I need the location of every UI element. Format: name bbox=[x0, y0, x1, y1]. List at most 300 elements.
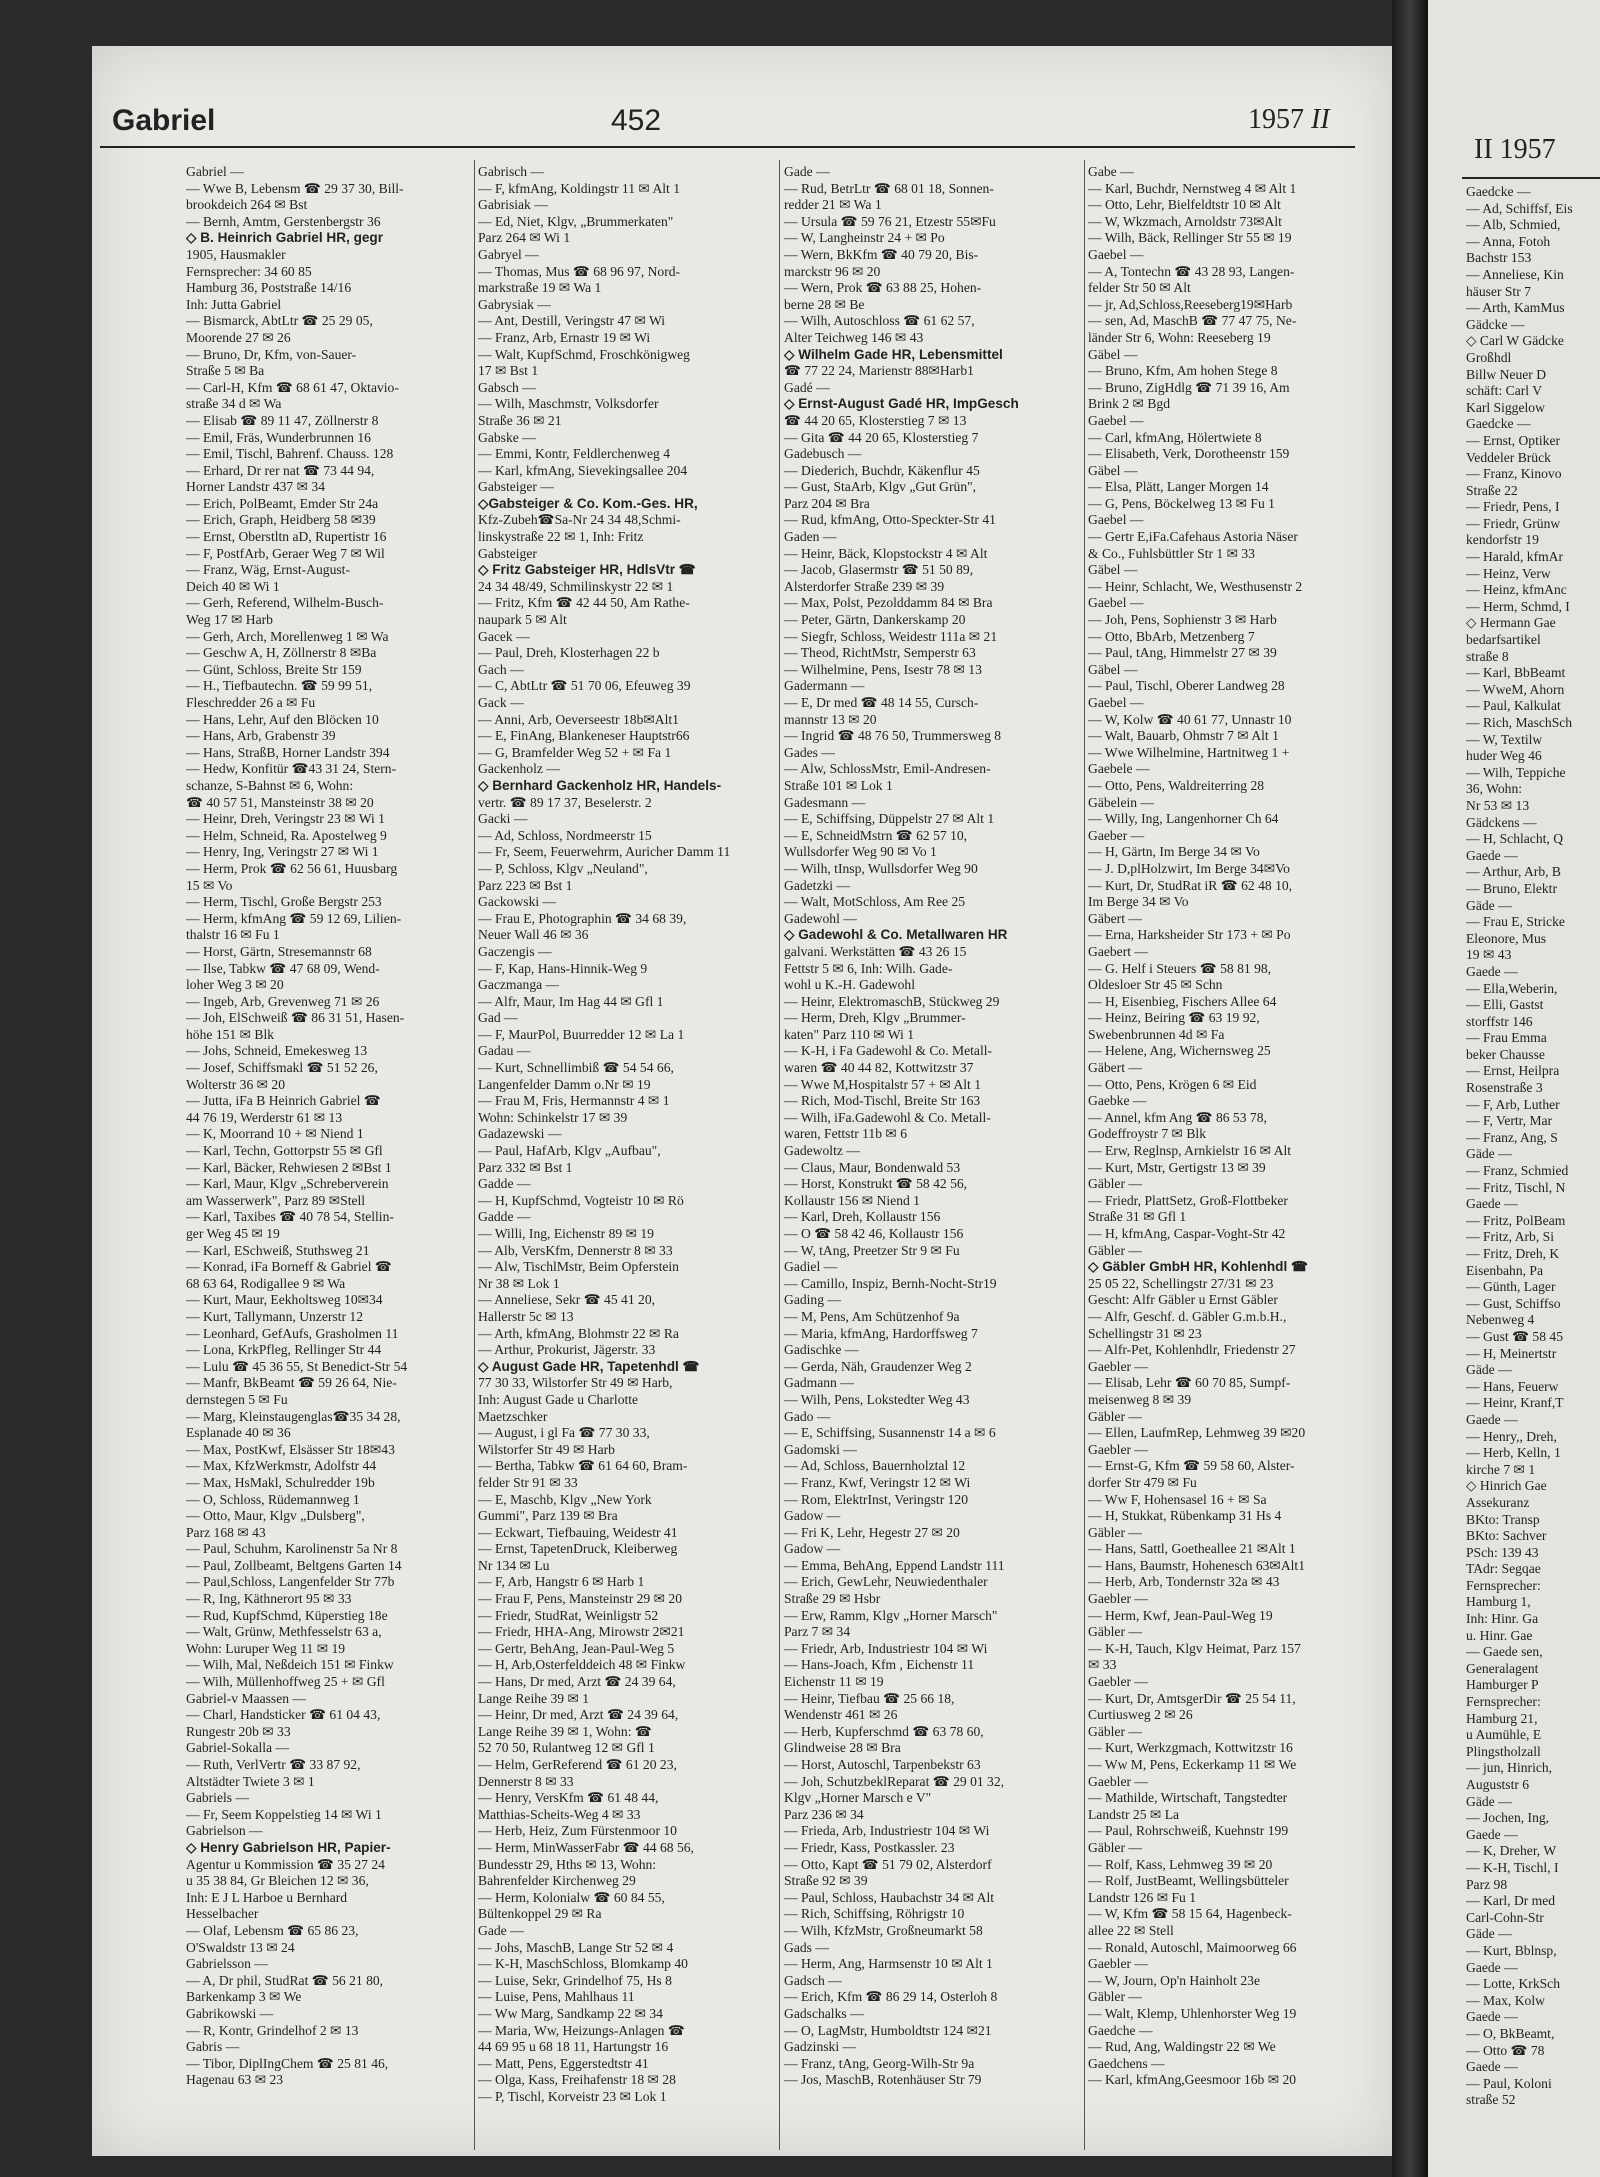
directory-entry: — Jochen, Ing, bbox=[1466, 1810, 1550, 1826]
directory-entry: Gädcke — bbox=[1466, 316, 1525, 332]
directory-entry: allee 22 ✉ Stell bbox=[1088, 1922, 1174, 1938]
directory-entry: — Harald, kfmAr bbox=[1466, 549, 1564, 565]
directory-entry: Gaedcke — bbox=[1466, 416, 1531, 432]
directory-entry: ◇ Fritz Gabsteiger HR, HdlsVtr ☎ bbox=[478, 562, 696, 578]
directory-entry: Gacek — bbox=[478, 628, 530, 644]
directory-entry: Gaebler — bbox=[1088, 1674, 1149, 1690]
directory-entry: Inh: E J L Harboe u Bernhard bbox=[186, 1889, 348, 1905]
directory-entry: — Friedr, PlattSetz, Groß-Flottbeker bbox=[1088, 1192, 1288, 1208]
directory-entry: Gaebele — bbox=[1088, 761, 1150, 777]
directory-entry: — H, Arb,Osterfelddeich 48 ✉ Finkw bbox=[478, 1657, 686, 1673]
directory-entry: Gabsteiger bbox=[478, 545, 537, 561]
facing-page-rule bbox=[1462, 177, 1600, 179]
entries-column-3 bbox=[784, 164, 1086, 2154]
directory-entry: Gadischke — bbox=[784, 1342, 859, 1358]
directory-entry: — Geschw A, H, Zöllnerstr 8 ✉Ba bbox=[186, 645, 377, 661]
directory-entry: u. Hinr. Gae bbox=[1466, 1627, 1533, 1643]
directory-entry: — Gerda, Näh, Graudenzer Weg 2 bbox=[784, 1358, 972, 1374]
directory-entry: Gaede — bbox=[1466, 1826, 1518, 1842]
directory-entry: Dennerstr 8 ✉ 33 bbox=[478, 1773, 574, 1789]
directory-entry: — Karl, Techn, Gottorpstr 55 ✉ Gfl bbox=[186, 1143, 383, 1159]
directory-entry: Gabsteiger — bbox=[478, 479, 554, 495]
directory-entry: — Gust, Schiffso bbox=[1466, 1295, 1561, 1311]
directory-entry: — Helm, Schneid, Ra. Apostelweg 9 bbox=[186, 827, 387, 843]
directory-entry: — Arth, KamMus bbox=[1466, 300, 1565, 316]
directory-entry: ◇ Carl W Gädcke bbox=[1466, 333, 1564, 349]
directory-entry: — Fr, Seem Koppelstieg 14 ✉ Wi 1 bbox=[186, 1806, 382, 1822]
directory-entry: ◇ Hinrich Gae bbox=[1466, 1478, 1547, 1494]
directory-entry: & Co., Fuhlsbüttler Str 1 ✉ 33 bbox=[1088, 545, 1255, 561]
directory-entry: 19 ✉ 43 bbox=[1466, 947, 1512, 963]
directory-entry: am Wasserwerk", Parz 89 ✉Stell bbox=[186, 1192, 366, 1208]
directory-entry: — Konrad, iFa Borneff & Gabriel ☎ bbox=[186, 1259, 392, 1275]
directory-entry: — Ad, Schiffsf, Eis bbox=[1466, 200, 1573, 216]
directory-entry: — Paul, Zollbeamt, Beltgens Garten 14 bbox=[186, 1557, 402, 1573]
directory-entry: Gabryel — bbox=[478, 246, 539, 262]
directory-entry: — Ruth, VerlVertr ☎ 33 87 92, bbox=[186, 1757, 361, 1772]
directory-entry: Nebenweg 4 bbox=[1466, 1312, 1535, 1328]
directory-entry: — Johs, Schneid, Emekesweg 13 bbox=[186, 1043, 368, 1059]
directory-entry: — Wilh, tInsp, Wullsdorfer Weg 90 bbox=[784, 860, 978, 876]
directory-entry: — Peter, Gärtn, Dankerskamp 20 bbox=[784, 612, 966, 628]
directory-entry: Gäde — bbox=[1466, 1146, 1512, 1162]
directory-entry: Gadazewski — bbox=[478, 1126, 562, 1142]
directory-entry: Gabrisiak — bbox=[478, 197, 548, 213]
directory-entry: Gadetzki — bbox=[784, 877, 851, 893]
directory-entry: Agentur u Kommission ☎ 35 27 24 bbox=[186, 1856, 385, 1872]
directory-entry: — Luise, Pens, Mahlhaus 11 bbox=[478, 1989, 635, 2005]
directory-entry: ◇ August Gade HR, Tapetenhdl ☎ bbox=[478, 1358, 700, 1374]
directory-entry: — Friedr, StudRat, Weinligstr 52 bbox=[478, 1607, 659, 1623]
directory-entry: u Aumühle, E bbox=[1466, 1727, 1542, 1743]
directory-entry: — Kurt, Mstr, Gertigstr 13 ✉ 39 bbox=[1088, 1159, 1266, 1175]
directory-entry: — Fritz, PolBeam bbox=[1466, 1212, 1566, 1228]
directory-entry: — Gertr E,iFa.Cafehaus Astoria Näser bbox=[1088, 529, 1298, 545]
directory-entry: Alsterdorfer Straße 239 ✉ 39 bbox=[784, 578, 945, 594]
directory-entry: Gabrisch — bbox=[478, 164, 545, 179]
directory-entry: straße 34 d ✉ Wa bbox=[186, 396, 282, 412]
directory-entry: — Marg, Kleinstaugenglas☎35 34 28, bbox=[186, 1408, 401, 1424]
directory-entry: Gäbelein — bbox=[1088, 794, 1155, 810]
directory-entry: — Heinr, Tiefbau ☎ 25 66 18, bbox=[784, 1690, 955, 1706]
directory-entry: — Alfr, Maur, Im Hag 44 ✉ Gfl 1 bbox=[478, 993, 664, 1009]
directory-entry: Gäbler — bbox=[1088, 1839, 1142, 1855]
directory-entry: — Fritz, Dreh, K bbox=[1466, 1246, 1560, 1261]
directory-entry: — Maria, kfmAng, Hardorffsweg 7 bbox=[784, 1325, 978, 1341]
directory-entry: länder Str 6, Wohn: Reeseberg 19 bbox=[1088, 329, 1271, 345]
directory-entry: — Elli, Gastst bbox=[1466, 997, 1544, 1013]
directory-entry: thalstr 16 ✉ Fu 1 bbox=[186, 927, 280, 943]
directory-entry: Gackenholz — bbox=[478, 761, 560, 777]
directory-entry: marckstr 96 ✉ 20 bbox=[784, 263, 881, 279]
directory-entry: — Erw, Reglnsp, Arnkielstr 16 ✉ Alt bbox=[1088, 1143, 1292, 1159]
directory-entry: höhe 151 ✉ Blk bbox=[186, 1026, 275, 1042]
directory-entry: ◇Gabsteiger & Co. Kom.-Ges. HR, bbox=[478, 495, 698, 511]
directory-entry: — Walt, Klemp, Uhlenhorster Weg 19 bbox=[1088, 2005, 1297, 2021]
directory-entry: — J. D,plHolzwirt, Im Berge 34✉Vo bbox=[1088, 860, 1290, 876]
directory-entry: Straße 22 bbox=[1466, 482, 1518, 498]
directory-entry: — Fritz, Arb, Si bbox=[1466, 1229, 1554, 1245]
directory-entry: Gade — bbox=[784, 164, 830, 179]
directory-entry: naupark 5 ✉ Alt bbox=[478, 612, 567, 628]
directory-entry: — Herm, MinWasserFabr ☎ 44 68 56, bbox=[478, 1839, 694, 1855]
directory-entry: — Bruno, Kfm, Am hohen Stege 8 bbox=[1088, 363, 1278, 379]
directory-entry: linskystraße 22 ✉ 1, Inh: Fritz bbox=[478, 529, 644, 545]
directory-entry: — Franz, Ang, S bbox=[1466, 1129, 1558, 1145]
directory-entry: Gäbert — bbox=[1088, 910, 1142, 926]
directory-entry: — Erhard, Dr rer nat ☎ 73 44 94, bbox=[186, 462, 375, 478]
directory-entry: Inh: August Gade u Charlotte bbox=[478, 1391, 639, 1407]
directory-entry: Inh: Hinr. Ga bbox=[1466, 1611, 1539, 1627]
directory-entry: Alter Teichweg 146 ✉ 43 bbox=[784, 329, 924, 345]
directory-entry: — F, PostfArb, Geraer Weg 7 ✉ Wil bbox=[186, 545, 385, 561]
directory-entry: — G, Pens, Böckelweg 13 ✉ Fu 1 bbox=[1088, 495, 1275, 511]
directory-entry: — Willy, Ing, Langenhorner Ch 64 bbox=[1088, 811, 1279, 827]
directory-entry: Gaede — bbox=[1466, 2009, 1518, 2025]
directory-entry: Fernsprecher: bbox=[1466, 1694, 1541, 1710]
directory-entry: — Erich, PolBeamt, Emder Str 24a bbox=[186, 495, 379, 511]
directory-entry: — Tibor, DiplIngChem ☎ 25 81 46, bbox=[186, 2055, 389, 2071]
directory-entry: — P, Schloss, Klgv „Neuland", bbox=[478, 860, 648, 876]
directory-entry: Wolterstr 36 ✉ 20 bbox=[186, 1076, 286, 1092]
directory-entry: — Paul, tAng, Himmelstr 27 ✉ 39 bbox=[1088, 645, 1277, 661]
directory-entry: — Henry, VersKfm ☎ 61 48 44, bbox=[478, 1790, 659, 1806]
directory-entry: — Matt, Pens, Eggerstedtstr 41 bbox=[478, 2055, 649, 2071]
directory-entry: ◇ Bernhard Gackenholz HR, Handels- bbox=[478, 777, 722, 793]
directory-entry: dorfer Str 479 ✉ Fu bbox=[1088, 1474, 1197, 1490]
directory-entry: — F, Arb, Luther bbox=[1466, 1096, 1560, 1112]
directory-entry: — Erich, GewLehr, Neuwiedenthaler bbox=[784, 1574, 988, 1590]
directory-entry: Bachstr 153 bbox=[1466, 250, 1532, 266]
directory-entry: — Carl, kfmAng, Hölertwiete 8 bbox=[1088, 429, 1262, 445]
directory-entry: Weg 17 ✉ Harb bbox=[186, 612, 273, 628]
directory-entry: Lange Reihe 39 ✉ 1 bbox=[478, 1690, 590, 1706]
directory-entry: Veddeler Brück bbox=[1466, 449, 1551, 465]
directory-entry: — Kurt, Tallymann, Unzerstr 12 bbox=[186, 1308, 363, 1324]
directory-entry: — Otto, Maur, Klgv „Dulsberg", bbox=[186, 1508, 365, 1524]
directory-entry: — Wern, BkKfm ☎ 40 79 20, Bis- bbox=[784, 246, 979, 262]
directory-entry: — Heinr, ElektromaschB, Stückweg 29 bbox=[784, 993, 1000, 1009]
directory-entry: Gäbel — bbox=[1088, 661, 1138, 677]
directory-entry: — August, i gl Fa ☎ 77 30 33, bbox=[478, 1425, 650, 1441]
directory-entry: — Frau F, Pens, Mansteinstr 29 ✉ 20 bbox=[478, 1591, 683, 1607]
directory-entry: Gadiel — bbox=[784, 1259, 838, 1275]
directory-entry: Straße 31 ✉ Gfl 1 bbox=[1088, 1209, 1187, 1225]
facing-page-header: II 1957 bbox=[1474, 134, 1556, 165]
directory-entry: — Rolf, Kass, Lehmweg 39 ✉ 20 bbox=[1088, 1856, 1273, 1872]
directory-entry: — Franz, tAng, Georg-Wilh-Str 9a bbox=[784, 2055, 975, 2071]
directory-entry: storffstr 146 bbox=[1466, 1013, 1533, 1029]
directory-entry: — Horst, Autoschl, Tarpenbekstr 63 bbox=[784, 1757, 981, 1772]
directory-entry: — Hedw, Konfitür ☎43 31 24, Stern- bbox=[186, 761, 397, 777]
directory-entry: Gadmann — bbox=[784, 1375, 854, 1391]
directory-entry: Fettstr 5 ✉ 6, Inh: Wilh. Gade- bbox=[784, 960, 953, 976]
directory-entry: — K-H, Tischl, I bbox=[1466, 1859, 1559, 1875]
directory-entry: — Ed, Niet, Klgv, „Brummerkaten" bbox=[478, 213, 674, 229]
directory-entry: — Heinr, Dr med, Arzt ☎ 24 39 64, bbox=[478, 1707, 679, 1723]
directory-entry: schäft: Carl V bbox=[1466, 383, 1543, 399]
directory-entry: straße 8 bbox=[1466, 648, 1509, 664]
directory-entry: — Franz, Kwf, Veringstr 12 ✉ Wi bbox=[784, 1474, 971, 1490]
directory-entry: — Joh, ElSchweiß ☎ 86 31 51, Hasen- bbox=[186, 1010, 405, 1026]
directory-entry: Gäde — bbox=[1466, 1926, 1512, 1942]
directory-entry: Gadermann — bbox=[784, 678, 865, 694]
directory-entry: — Gust ☎ 58 45 bbox=[1466, 1328, 1563, 1344]
directory-entry: TAdr: Segqae bbox=[1466, 1561, 1541, 1577]
directory-entry: ◇ Gadewohl & Co. Metallwaren HR bbox=[784, 927, 1008, 943]
directory-entry: Gaedche — bbox=[1088, 2022, 1153, 2038]
directory-entry: — Paul, Kalkulat bbox=[1466, 698, 1561, 714]
directory-entry: brookdeich 264 ✉ Bst bbox=[186, 197, 308, 213]
directory-entry: — H, Meinertstr bbox=[1466, 1345, 1557, 1361]
directory-entry: — Paul, HafArb, Klgv „Aufbau", bbox=[478, 1143, 661, 1159]
directory-entry: — Anni, Arb, Oeverseestr 18b✉Alt1 bbox=[478, 711, 679, 727]
directory-entry: Gach — bbox=[478, 661, 524, 677]
directory-entry: — Frau E, Photographin ☎ 34 68 39, bbox=[478, 910, 687, 926]
directory-entry: Gäde — bbox=[1466, 1362, 1512, 1378]
directory-entry: — Fr, Seem, Feuerwehrm, Auricher Damm 11 bbox=[478, 844, 731, 860]
directory-entry: — Willi, Ing, Eichenstr 89 ✉ 19 bbox=[478, 1226, 654, 1241]
directory-entry: — Erw, Ramm, Klgv „Horner Marsch" bbox=[784, 1607, 998, 1623]
directory-entry: Langenfelder Damm o.Nr ✉ 19 bbox=[478, 1076, 651, 1092]
directory-entry: — Karl, Bäcker, Rehwiesen 2 ✉Bst 1 bbox=[186, 1159, 392, 1175]
directory-entry: Gäbel — bbox=[1088, 562, 1138, 578]
directory-entry: — Gerh, Arch, Morellenweg 1 ✉ Wa bbox=[186, 628, 389, 644]
directory-entry: Parz 204 ✉ Bra bbox=[784, 495, 870, 511]
directory-entry: vertr. ☎ 89 17 37, Beselerstr. 2 bbox=[478, 794, 652, 810]
directory-entry: — Hans, Arb, Grabenstr 39 bbox=[186, 728, 336, 744]
directory-entry: — Wwe M,Hospitalstr 57 + ✉ Alt 1 bbox=[784, 1076, 982, 1092]
directory-entry: — Heinr, Kranf,T bbox=[1466, 1395, 1564, 1411]
directory-entry: Gabrielson — bbox=[186, 1823, 263, 1839]
directory-entry: — Rolf, JustBeamt, Wellingsbütteler bbox=[1088, 1873, 1289, 1889]
directory-entry: — Heinz, kfmAnc bbox=[1466, 582, 1567, 598]
directory-entry: — Jutta, iFa B Heinrich Gabriel ☎ bbox=[186, 1093, 381, 1109]
directory-entry: — Wern, Prok ☎ 63 88 25, Hohen- bbox=[784, 280, 982, 296]
directory-entry: Gäbler — bbox=[1088, 1408, 1142, 1424]
directory-entry: Maetzschker bbox=[478, 1408, 548, 1424]
directory-entry: — Annel, kfm Ang ☎ 86 53 78, bbox=[1088, 1109, 1267, 1125]
directory-entry: — Rud, KupfSchmd, Küperstieg 18e bbox=[186, 1607, 388, 1623]
directory-entry: — Herb, Kelln, 1 bbox=[1466, 1445, 1561, 1461]
directory-entry: — Günt, Schloss, Breite Str 159 bbox=[186, 661, 362, 677]
directory-entry: — Hans-Joach, Kfm , Eichenstr 11 bbox=[784, 1657, 975, 1673]
directory-entry: Assekuranz bbox=[1466, 1494, 1530, 1510]
directory-entry: — Frau E, Stricke bbox=[1466, 914, 1565, 930]
directory-entry: — Lotte, KrkSch bbox=[1466, 1976, 1561, 1992]
directory-entry: ✉ 33 bbox=[1088, 1657, 1117, 1673]
directory-entry: waren ☎ 40 44 82, Kottwitzstr 37 bbox=[784, 1060, 974, 1076]
directory-entry: Straße 92 ✉ 39 bbox=[784, 1873, 868, 1889]
directory-entry: — G. Helf i Steuers ☎ 58 81 98, bbox=[1088, 960, 1272, 976]
book-spine bbox=[1392, 0, 1428, 2177]
directory-entry: Gaeber — bbox=[1088, 827, 1145, 843]
directory-entry: — Paul,Schloss, Langenfelder Str 77b bbox=[186, 1574, 395, 1590]
directory-entry: — Frau M, Fris, Hermannstr 4 ✉ 1 bbox=[478, 1093, 670, 1109]
directory-entry: berne 28 ✉ Be bbox=[784, 296, 865, 312]
directory-entry: kendorfstr 19 bbox=[1466, 532, 1539, 548]
directory-entry: 44 76 19, Werderstr 61 ✉ 13 bbox=[186, 1109, 343, 1125]
directory-entry: — R, Ing, Käthnerort 95 ✉ 33 bbox=[186, 1591, 352, 1607]
directory-entry: Gabrielsson — bbox=[186, 1956, 268, 1972]
directory-entry: — Herm, Kwf, Jean-Paul-Weg 19 bbox=[1088, 1607, 1273, 1623]
directory-entry: — Mathilde, Wirtschaft, Tangstedter bbox=[1088, 1790, 1288, 1806]
directory-entry: — Hans, Baumstr, Hohenesch 63✉Alt1 bbox=[1088, 1557, 1305, 1573]
directory-entry: Nr 53 ✉ 13 bbox=[1466, 797, 1530, 813]
directory-entry: — Otto, BbArb, Metzenberg 7 bbox=[1088, 628, 1255, 644]
directory-entry: — Herb, Kupferschmd ☎ 63 78 60, bbox=[784, 1723, 984, 1739]
directory-entry: Gaede — bbox=[1466, 1411, 1518, 1427]
directory-entry: Gäbler — bbox=[1088, 1723, 1142, 1739]
directory-entry: Gaebler — bbox=[1088, 1956, 1149, 1972]
directory-entry: — Wwe Wilhelmine, Hartnitweg 1 + bbox=[1088, 744, 1290, 760]
directory-entry: Gadde — bbox=[478, 1209, 531, 1225]
directory-entry: — Ilse, Tabkw ☎ 47 68 09, Wend- bbox=[186, 960, 380, 976]
directory-entry: ◇ Wilhelm Gade HR, Lebensmittel bbox=[784, 346, 1003, 362]
directory-entry: — Ernst, TapetenDruck, Kleiberweg bbox=[478, 1541, 678, 1557]
directory-entry: — Herb, Arb, Tondernstr 32a ✉ 43 bbox=[1088, 1574, 1280, 1590]
directory-entry: — Emma, BehAng, Eppend Landstr 111 bbox=[784, 1557, 1005, 1573]
directory-entry: Gaden — bbox=[784, 529, 837, 545]
directory-entry: — Luise, Sekr, Grindelhof 75, Hs 8 bbox=[478, 1972, 672, 1988]
directory-entry: häuser Str 7 bbox=[1466, 283, 1531, 299]
directory-entry: ◇ Henry Gabrielson HR, Papier- bbox=[186, 1839, 391, 1855]
directory-entry: Gaede — bbox=[1466, 2059, 1518, 2075]
directory-entry: Parz 7 ✉ 34 bbox=[784, 1624, 851, 1640]
directory-entry: — Alw, SchlossMstr, Emil-Andresen- bbox=[784, 761, 991, 777]
directory-entry: — Friedr, Grünw bbox=[1466, 515, 1561, 531]
directory-entry: — Bruno, Elektr bbox=[1466, 880, 1557, 896]
directory-entry: Gädckens — bbox=[1466, 814, 1537, 830]
directory-entry: — Emil, Fräs, Wunderbrunnen 16 bbox=[186, 429, 371, 445]
directory-entry: katen" Parz 110 ✉ Wi 1 bbox=[784, 1026, 915, 1042]
directory-entry: Straße 36 ✉ 21 bbox=[478, 412, 562, 428]
directory-entry: — Ernst, Heilpra bbox=[1466, 1063, 1560, 1079]
directory-entry: — Rom, ElektrInst, Veringstr 120 bbox=[784, 1491, 969, 1507]
directory-entry: — Frau Emma bbox=[1466, 1030, 1547, 1046]
directory-entry: Curtiusweg 2 ✉ 26 bbox=[1088, 1707, 1193, 1723]
directory-entry: — O, LagMstr, Humboldtstr 124 ✉21 bbox=[784, 2022, 992, 2038]
directory-entry: Landstr 25 ✉ La bbox=[1088, 1806, 1180, 1822]
directory-entry: Eichenstr 11 ✉ 19 bbox=[784, 1674, 884, 1690]
directory-entry: Gaebel — bbox=[1088, 695, 1144, 710]
directory-entry: — Heinr, Dreh, Veringstr 23 ✉ Wi 1 bbox=[186, 811, 385, 827]
directory-entry: — Diederich, Buchdr, Käkenflur 45 bbox=[784, 462, 980, 478]
directory-entry: Gaebel — bbox=[1088, 246, 1144, 262]
directory-entry: felder Str 50 ✉ Alt bbox=[1088, 280, 1191, 296]
directory-entry: Gaczengis — bbox=[478, 943, 552, 959]
directory-entry: 1905, Hausmakler bbox=[186, 246, 286, 262]
directory-entry: — Herm, kfmAng ☎ 59 12 69, Lilien- bbox=[186, 910, 402, 926]
directory-entry: Gabrysiak — bbox=[478, 296, 551, 312]
directory-entry: Rosenstraße 3 bbox=[1466, 1080, 1543, 1096]
directory-entry: — Walt, KupfSchmd, Froschkönigweg bbox=[478, 346, 690, 362]
directory-entry: — Siegfr, Schloss, Weidestr 111a ✉ 21 bbox=[784, 628, 998, 644]
directory-entry: — Arth, kfmAng, Blohmstr 22 ✉ Ra bbox=[478, 1325, 679, 1341]
directory-entry: Kfz-Zubeh☎Sa-Nr 24 34 48,Schmi- bbox=[478, 512, 681, 528]
directory-entry: — A, Tontechn ☎ 43 28 93, Langen- bbox=[1088, 263, 1295, 279]
directory-entry: bedarfsartikel bbox=[1466, 632, 1541, 648]
directory-entry: — H, Gärtn, Im Berge 34 ✉ Vo bbox=[1088, 844, 1260, 860]
directory-entry: Gabe — bbox=[1088, 164, 1134, 179]
directory-entry: Straße 101 ✉ Lok 1 bbox=[784, 777, 893, 793]
directory-entry: Hagenau 63 ✉ 23 bbox=[186, 2072, 284, 2088]
directory-entry: Gäbler — bbox=[1088, 1624, 1142, 1640]
directory-entry: — C, AbtLtr ☎ 51 70 06, Efeuweg 39 bbox=[478, 678, 691, 694]
directory-entry: — W, Kolw ☎ 40 61 77, Unnastr 10 bbox=[1088, 711, 1292, 727]
directory-entry: Gaebler — bbox=[1088, 1358, 1149, 1374]
directory-entry: — Ingrid ☎ 48 76 50, Trummersweg 8 bbox=[784, 728, 1002, 744]
directory-entry: — H., Tiefbautechn. ☎ 59 99 51, bbox=[186, 678, 373, 694]
directory-entry: — Kurt, Bblnsp, bbox=[1466, 1942, 1557, 1958]
directory-entry: — jr, Ad,Schloss,Reeseberg19✉Harb bbox=[1088, 296, 1293, 312]
directory-entry: Gaebel — bbox=[1088, 412, 1144, 428]
directory-entry: Gaebke — bbox=[1088, 1093, 1147, 1109]
directory-entry: — Hans, Dr med, Arzt ☎ 24 39 64, bbox=[478, 1674, 676, 1690]
directory-entry: meisenweg 8 ✉ 39 bbox=[1088, 1391, 1192, 1407]
directory-entry: — Ronald, Autoschl, Maimoorweg 66 bbox=[1088, 1939, 1297, 1955]
directory-entry: 25 05 22, Schellingstr 27/31 ✉ 23 bbox=[1088, 1275, 1274, 1291]
directory-entry: — Günth, Lager bbox=[1466, 1279, 1556, 1295]
directory-entry: Godeffroystr 7 ✉ Blk bbox=[1088, 1126, 1206, 1142]
directory-entry: huder Weg 46 bbox=[1466, 748, 1542, 764]
directory-entry: — Herm, Ang, Harmsenstr 10 ✉ Alt 1 bbox=[784, 1956, 993, 1972]
directory-entry: — Karl, Maur, Klgv „Schreberverein bbox=[186, 1176, 389, 1192]
directory-entry: — K-H, Tauch, Klgv Heimat, Parz 157 bbox=[1088, 1640, 1301, 1656]
directory-entry: — W, Wkzmach, Arnoldstr 73✉Alt bbox=[1088, 213, 1282, 229]
directory-entry: Gaebler — bbox=[1088, 1591, 1149, 1607]
directory-entry: — Wilh, Mal, Neßdeich 151 ✉ Finkw bbox=[186, 1657, 394, 1673]
directory-entry: — Heinz, Verw bbox=[1466, 565, 1551, 581]
directory-entry: — Herb, Heiz, Zum Fürstenmoor 10 bbox=[478, 1823, 677, 1839]
directory-entry: Gabriels — bbox=[186, 1790, 250, 1806]
directory-entry: — Claus, Maur, Bondenwald 53 bbox=[784, 1159, 961, 1175]
directory-entry: Gäbler — bbox=[1088, 1524, 1142, 1540]
directory-entry: — Franz, Arb, Ernastr 19 ✉ Wi bbox=[478, 329, 651, 345]
directory-entry: Parz 168 ✉ 43 bbox=[186, 1524, 266, 1540]
directory-entry: Hesselbacher bbox=[186, 1906, 259, 1922]
directory-entry: — Karl, Dreh, Kollaustr 156 bbox=[784, 1209, 941, 1225]
directory-entry: Gaede — bbox=[1466, 847, 1518, 863]
directory-entry: — Franz, Schmied bbox=[1466, 1163, 1569, 1179]
directory-entry: ☎ 77 22 24, Marienstr 88✉Harb1 bbox=[784, 363, 974, 379]
directory-entry: Lange Reihe 39 ✉ 1, Wohn: ☎ bbox=[478, 1723, 652, 1739]
directory-entry: — Elsa, Plätt, Langer Morgen 14 bbox=[1088, 479, 1269, 495]
directory-entry: ☎ 44 20 65, Klosterstieg 7 ✉ 13 bbox=[784, 412, 967, 428]
directory-entry: Schellingstr 31 ✉ 23 bbox=[1088, 1325, 1202, 1341]
directory-entry: — Bruno, Dr, Kfm, von-Sauer- bbox=[186, 346, 357, 362]
directory-entry: Rungestr 20b ✉ 33 bbox=[186, 1723, 291, 1739]
directory-entry: — Otto, Pens, Waldreiterring 28 bbox=[1088, 777, 1265, 793]
page-header bbox=[100, 66, 1355, 148]
directory-entry: — WweM, Ahorn bbox=[1466, 681, 1565, 697]
directory-entry: — Elisabeth, Verk, Dorotheenstr 159 bbox=[1088, 446, 1290, 462]
directory-entry: — W, tAng, Preetzer Str 9 ✉ Fu bbox=[784, 1242, 960, 1258]
directory-entry: — sen, Ad, MaschB ☎ 77 47 75, Ne- bbox=[1088, 313, 1297, 329]
directory-entry: — Gertr, BehAng, Jean-Paul-Weg 5 bbox=[478, 1640, 675, 1656]
directory-entry: — Walt, Grünw, Methfesselstr 63 a, bbox=[186, 1624, 382, 1640]
directory-entry: — K-H, i Fa Gadewohl & Co. Metall- bbox=[784, 1043, 993, 1059]
directory-entry: galvani. Werkstätten ☎ 43 26 15 bbox=[784, 943, 967, 959]
directory-entry: — E, Maschb, Klgv „New York bbox=[478, 1491, 652, 1507]
directory-entry: Gabris — bbox=[186, 2039, 240, 2055]
directory-entry: Gadde — bbox=[478, 1176, 531, 1192]
directory-entry: 36, Wohn: bbox=[1466, 781, 1523, 797]
directory-entry: — G, Bramfelder Weg 52 + ✉ Fa 1 bbox=[478, 744, 672, 760]
directory-entry: — Friedr, Pens, I bbox=[1466, 499, 1560, 515]
directory-entry: — Wilh, iFa.Gadewohl & Co. Metall- bbox=[784, 1109, 991, 1125]
directory-entry: waren, Fettstr 11b ✉ 6 bbox=[784, 1126, 908, 1142]
